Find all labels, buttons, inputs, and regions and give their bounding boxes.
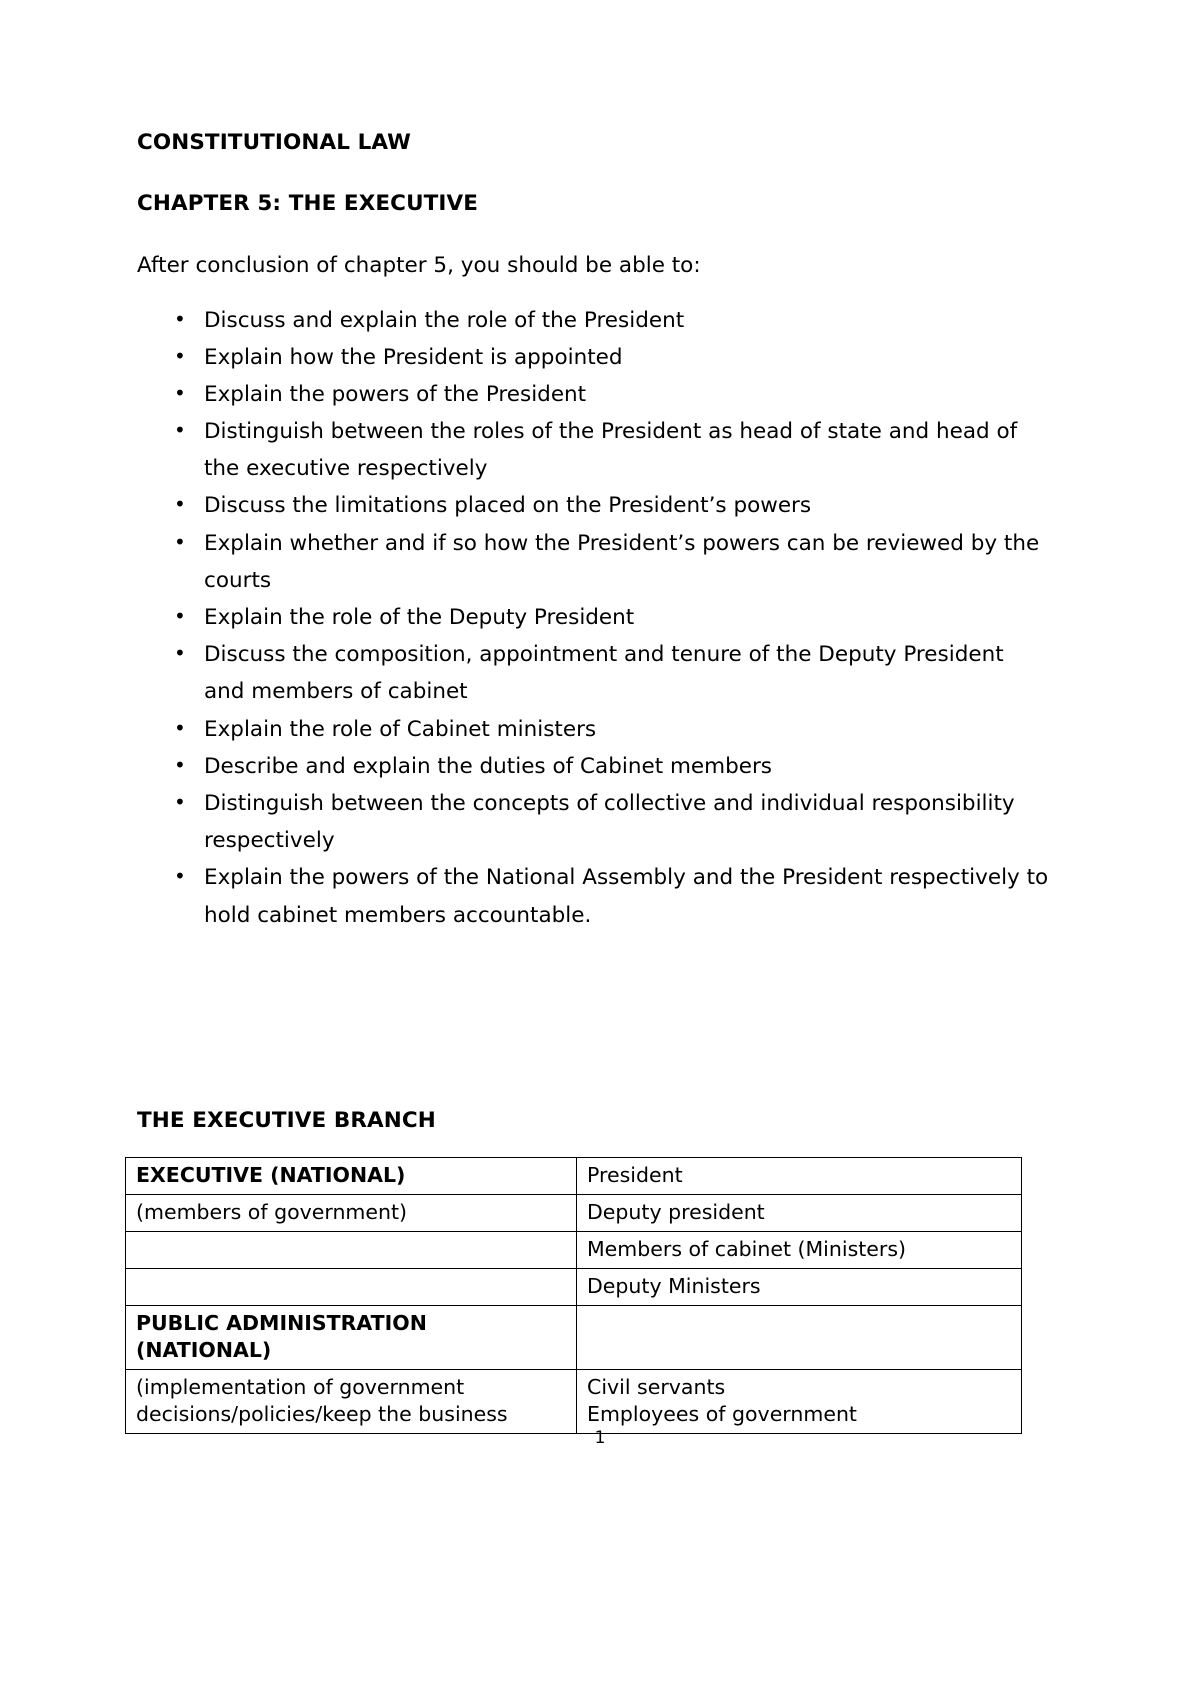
table-row <box>126 1306 1022 1370</box>
list-item: • Discuss the composition, appointment and tenure of the Deputy President and members of cabinet <box>137 636 1049 710</box>
list-item: • Explain how the President is appointed <box>137 339 1049 376</box>
table-cell-left <box>126 1269 577 1306</box>
table-cell-left <box>126 1195 577 1232</box>
cell-line: (members of government) <box>136 1200 408 1225</box>
executive-branch-table <box>125 1157 1022 1434</box>
cell-line: President <box>587 1163 683 1187</box>
table-row <box>126 1269 1022 1306</box>
page-number: 1 <box>594 1428 606 1448</box>
list-item: • Discuss the limitations placed on the President’s powers <box>137 487 1049 524</box>
table-cell-right <box>577 1232 1022 1269</box>
table-cell-left <box>126 1370 577 1434</box>
table-row <box>126 1158 1022 1195</box>
table-cell-right <box>577 1158 1022 1195</box>
cell-line <box>136 1273 566 1300</box>
table-row <box>126 1195 1022 1232</box>
table-cell-right <box>577 1370 1022 1434</box>
list-item: • Explain the role of the Deputy President <box>137 599 1049 636</box>
cell-line: Deputy Ministers <box>587 1274 761 1299</box>
objectives-list <box>137 302 1072 934</box>
cell-line: (implementation of government <box>136 1375 465 1400</box>
list-item: • Describe and explain the duties of Cabinet members <box>137 748 1049 785</box>
cell-line: Civil servants <box>587 1375 726 1400</box>
table-row <box>126 1370 1022 1434</box>
list-item: • Explain the role of Cabinet ministers <box>137 711 1049 748</box>
cell-line: decisions/policies/keep the business <box>136 1402 508 1427</box>
cell-line <box>136 1236 566 1263</box>
list-item: • Distinguish between the concepts of collective and individual responsibility respectively <box>137 785 1049 859</box>
table-cell-right <box>577 1269 1022 1306</box>
cell-line: Deputy president <box>587 1200 765 1225</box>
list-item: • Explain the powers of the National Assembly and the President respectively to hold cabinet members accountable. <box>137 859 1049 933</box>
cell-line <box>587 1310 1011 1337</box>
table-cell-left <box>126 1158 577 1195</box>
list-item: • Discuss and explain the role of the President <box>137 302 1049 339</box>
table-cell-right <box>577 1195 1022 1232</box>
cell-line: PUBLIC ADMINISTRATION <box>136 1311 427 1336</box>
list-item: • Explain the powers of the President <box>137 376 1049 413</box>
chapter-title: CHAPTER 5: THE EXECUTIVE <box>137 190 479 216</box>
list-item: • Explain whether and if so how the President’s powers can be reviewed by the courts <box>137 525 1049 599</box>
page-title: CONSTITUTIONAL LAW <box>137 130 411 155</box>
cell-line: (NATIONAL) <box>136 1338 272 1363</box>
table-cell-right <box>577 1306 1022 1370</box>
table-cell-left <box>126 1232 577 1269</box>
section-title: THE EXECUTIVE BRANCH <box>137 1108 436 1133</box>
cell-line: EXECUTIVE (NATIONAL) <box>136 1163 406 1187</box>
list-item: • Distinguish between the roles of the President as head of state and head of the executive respectively <box>137 413 1049 487</box>
intro-text: After conclusion of chapter 5, you should be able to: <box>137 252 701 278</box>
cell-line: Employees of government <box>587 1402 857 1427</box>
table-row <box>126 1232 1022 1269</box>
table-cell-left <box>126 1306 577 1370</box>
cell-line: Members of cabinet (Ministers) <box>587 1237 907 1262</box>
